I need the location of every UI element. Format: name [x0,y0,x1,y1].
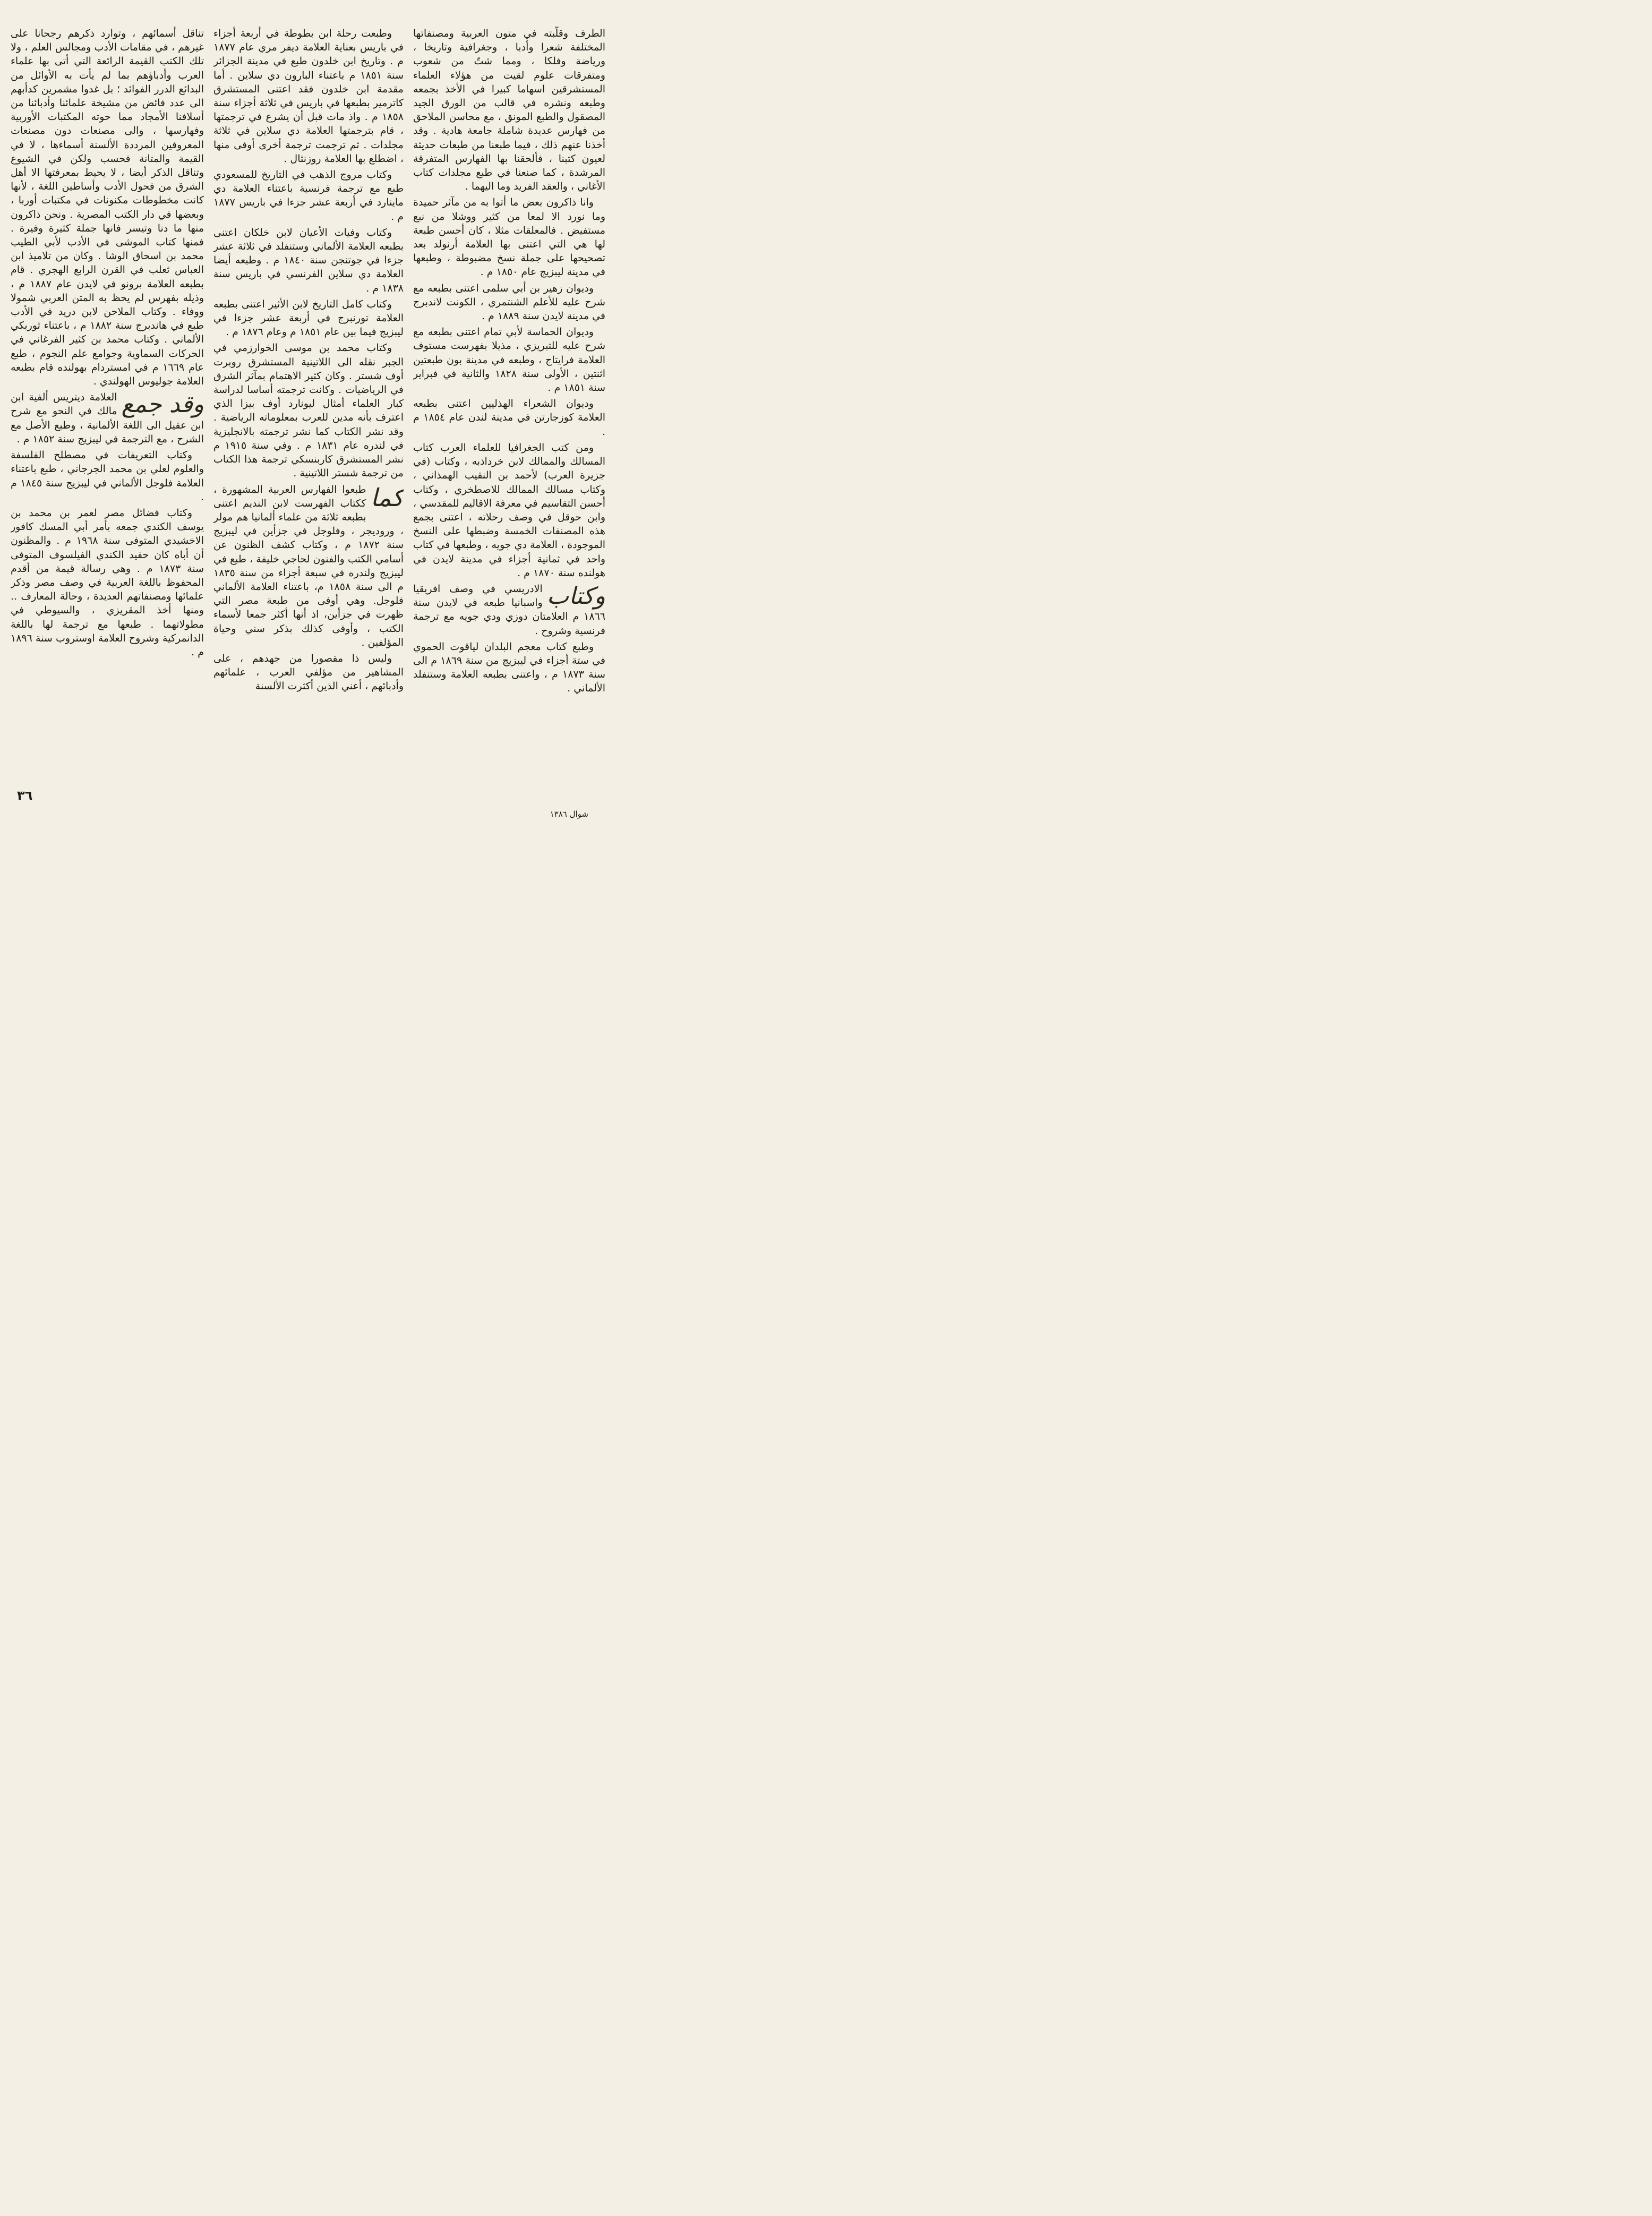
dropword-heading: كما [370,483,404,512]
paragraph: وكتاب كامل التاريخ لابن الأثير اعتنى بطبعه العلامة تورنبرج في أربعة عشر جزءا في ليبزيج فيما بين عام ١٨٥١ م وعام ١٨٧٦ م . [213,298,404,338]
paragraph: وليس ذا مقصورا من جهدهم ، على المشاهير من مؤلفي العرب ، علمائهم وأدبائهم ، أعني الذين أكثرت الألسنة [213,652,404,692]
dropword-paragraph-text: الادريسي في وصف افريقيا واسبانيا طبعه في لايدن سنة ١٨٦٦ م العلامتان دوزي ودي جويه مع ترجمة فرنسية وشروح . [413,583,605,637]
paragraph: وكتاب محمد بن موسى الخوارزمي في الجبر نقله الى اللاتينية المستشرق روبرت أوف شستر . وكان كثير الاهتمام بمآثر الشرق في الرياضيات . وكانت ترجمته أساسا لدراسة كبار العلماء أمثال ليونارد أوف بيزا الذي اعترف بأنه مدين للعرب بمعلوماته الرياضية . وقد نشر الكتاب كما نشر ترجمته بالانجليزية في لندره عام ١٨٣١ م . وفي سنة ١٩١٥ م نشر المستشرق كاربنسكي ترجمة هذا الكتاب من ترجمة شستر اللاتينية . [213,342,404,480]
column-left [11,27,204,783]
dropword-paragraph [413,582,605,638]
magazine-page [0,0,619,833]
paragraph: ومن كتب الجغرافيا للعلماء العرب كتاب المسالك والممالك لابن خرداذبه ، وكتاب (في جزيرة العرب) لأحمد بن النقيب الهمذاني ، وكتاب مسالك الممالك للاصطخري ، وكتاب أحسن التقاسيم في معرفة الاقاليم للمقدسي ، وابن حوقل في وصف رحلاته ، اعتنى بجمع هذه المصنفات الخمسة وضبطها على النسخ الموجودة ، العلامة دي جويه ، وطبعها في كتاب واحد في ثمانية أجزاء في مدينة لايدن في هولنده سنة ١٨٧٠ م . [413,441,605,579]
paragraph: وديوان الحماسة لأبي تمام اعتنى بطبعه مع شرح عليه للتبريزي ، مذيلا بفهرست مستوف العلامة فرايتاج ، وطبعه في مدينة بون طبعتين اثنتين ، الأولى سنة ١٨٢٨ والثانية في فبراير سنة ١٨٥١ م . [413,326,605,394]
dropword-heading: وكتاب [546,582,605,610]
dropword-paragraph [11,390,204,446]
dropword-paragraph [213,483,404,649]
dropword-paragraph-text: العلامة ديتريس ألفية ابن مالك في النحو مع شرح ابن عقيل الى اللغة الألمانية ، وطبع الأصل مع الشرح ، مع الترجمة في ليبزيج سنة ١٨٥٢ م . [11,391,204,445]
paragraph: الطرف وقلّبته في متون العربية ومصنفاتها المختلفة شعرا وأدبا ، وجغرافية وتاريخا ، ورياضة وفلكا ، ومما شتّ من شعوب ومتفرقات علوم لقيت من هؤلاء العلماء المستشرقين اسهاما كبيرا في الأخذ بجمعه وطبعه ونشره في قالب من الورق الجيد المصقول والطبع المونق ، مع محاسن الملاحق من فهارس عديدة شاملة جامعة هادية . وقد أخذنا عنهم ذلك ، فيما طبعنا من طبعات حديثة لعيون كتبنا ، فألحقنا بها الفهارس المتفرقة المرشدة ، كما صنعنا في طبع مجلدات كتاب الأغاني ، والعقد الفريد وما اليهما . [413,28,605,193]
paragraph: تناقل أسمائهم ، وتوارد ذكرهم رجحانا على غيرهم ، في مقامات الأدب ومجالس العلم ، ولا تلك الكتب القيمة الرائعة التي أتى بها علماء العرب وأدباؤهم بما لم يأت به الأوائل من البدائع الدرر الفوائد ؛ بل غدوا مشمرين كدأبهم الى عدد فائض من مشيخة علمائنا وأدبائنا من أسلافنا الأمجاد مما حوته المكتبات الأوربية وفهارسها ، والى مصنعات دون مصنعات المعروفين المرددة الألسنة أسماءها ، لا في القيمة والمتانة فحسب ولكن في الشيوع وتناقل الذكر أيضا ، لا يحيط بمعرفتها الا أهل الشرق من فحول الأدب وأساطين اللغة ، لأنها كانت مخطوطات مكنونات في مكتبات أوربا ، وبعضها في دار الكتب المصرية . ونحن ذاكرون منها ما دنا وتيسر فانها جملة كثيرة وفيرة . فمنها كتاب الموشى في الأدب لأبي الطيب محمد بن اسحاق الوشا . وكان من تلاميذ ابن العباس ثعلب في القرن الرابع الهجري . قام بطبعه العلامة برونو في لايدن عام ١٨٨٧ م ، وذيله بفهرس لم يحظ به المتن العربي شمولا ووفاء . وكتاب الملاحن لابن دريد في الأدب طبع في هاندبرج سنة ١٨٨٢ م ، باعتناء ثوربكي الألماني . وكتاب محمد بن كثير الفرغاني في الحركات السماوية وجوامع علم النجوم ، طبع عام ١٦٦٩ م في امستردام بهولنده قام بطبعه العلامة جوليوس الهولندي . [11,28,204,388]
paragraph: وكتاب فضائل مصر لعمر بن محمد بن يوسف الكندي جمعه بأمر أبي المسك كافور الاخشيدي المتوفى سنة ١٩٦٨ م . والمظنون أن أباه كان حفيد الكندي الفيلسوف المتوفى سنة ١٨٧٣ م . وهي رسالة قيمة من أقدم المحفوظ باللغة العربية في وصف مصر وذكر علمائها ومصنفاتهم العديدة ، وحالة المعارف .. ومنها أخذ المقريزي ، والسيوطي في مطولاتهما . طبعها مع ترجمة لها باللغة الدانمركية وشروح العلامة اوستروب سنة ١٨٩٦ م . [11,507,204,658]
issue-date: شوال ١٣٨٦ [550,809,588,819]
column-middle [213,27,404,783]
paragraph: وانا ذاكرون بعض ما أتوا به من مآثر حميدة وما نورد الا لمعا من كثير ووشلا من نبع مستفيض . فالمعلقات مثلا ، كان أحسن طبعة لها هي التي اعتنى بها العلامة أرنولد بعد تصحيحها على جملة نسخ مضبوطة ، وطبعها في مدينة ليبزيج عام ١٨٥٠ م . [413,196,605,278]
paragraph: وطبعت رحلة ابن بطوطة في أربعة أجزاء في باريس بعناية العلامة ديفر مري عام ١٨٧٧ م . وتاريخ ابن خلدون طبع في مدينة الجزائر سنة ١٨٥١ م باعتناء البارون دي سلاين . أما مقدمة ابن خلدون فقد اعتنى المستشرق كاترمير بطبعها في باريس في ثلاثة أجزاء سنة ١٨٥٨ م . واذ مات قبل أن يشرع في ترجمتها ، قام بترجمتها العلامة دي سلاين في ثلاثة مجلدات . ثم ترجمت ترجمة أخرى أوفى منها ، اضطلع بها العلامة روزنثال . [213,28,404,165]
paragraph: وكتاب التعريفات في مصطلح الفلسفة والعلوم لعلي بن محمد الجرجاني ، طبع باعتناء العلامة فلوجل الألماني في ليبزيج سنة ١٨٤٥ م . [11,449,204,503]
column-right [413,27,605,783]
dropword-paragraph-text: طبعوا الفهارس العربية المشهورة ، ككتاب الفهرست لابن النديم اعتنى بطبعه ثلاثة من علماء ألمانيا هم مولر ، وروديجر ، وفلوجل في جزأين في ليبزيج سنة ١٨٧٢ م ، وكتاب كشف الظنون عن أسامي الكتب والفنون لحاجي خليفة ، طبع في ليبزيج ولندره في سبعة أجزاء من سنة ١٨٣٥ م الى سنة ١٨٥٨ م، باعتناء العلامة الألماني فلوجل. وهي أوفى من طبعة مصر التي ظهرت في جزأين، اذ أنها أكثر جمعا لأسماء الكتب ، وأوفى كذلك بذكر سني وحياة المؤلفين . [213,483,404,648]
paragraph: وكتاب وفيات الأعيان لابن خلكان اعتنى بطبعه العلامة الألماني وستنفلد في ثلاثة عشر جزءا في جوتنجن سنة ١٨٤٠ م . وطبعه أيضا العلامة دي سلاين الفرنسي في باريس سنة ١٨٣٨ م . [213,226,404,294]
page-number: ٣٦ [17,788,33,803]
dropword-heading: وقد جمع [121,391,204,418]
paragraph: وديوان زهير بن أبي سلمى اعتنى بطبعه مع شرح عليه للأعلم الشنتمري ، الكونت لاندبرج في مدينة لايدن سنة ١٨٨٩ م . [413,282,605,322]
paragraph: وطبع كتاب معجم البلدان لياقوت الحموي في ستة أجزاء في ليبزيج من سنة ١٨٦٩ م الى سنة ١٨٧٣ م ، واعتنى بطبعه العلامة وستنفلد الألماني . [413,640,605,695]
paragraph: وكتاب مروج الذهب في التاريخ للمسعودي طبع مع ترجمة فرنسية باعتناء العلامة دي ماينارد في أربعة عشر جزءا في باريس ١٨٧٧ م . [213,169,404,223]
paragraph: وديوان الشعراء الهذليين اعتنى بطبعه العلامة كوزجارتن في مدينة لندن عام ١٨٥٤ م . [413,398,605,438]
